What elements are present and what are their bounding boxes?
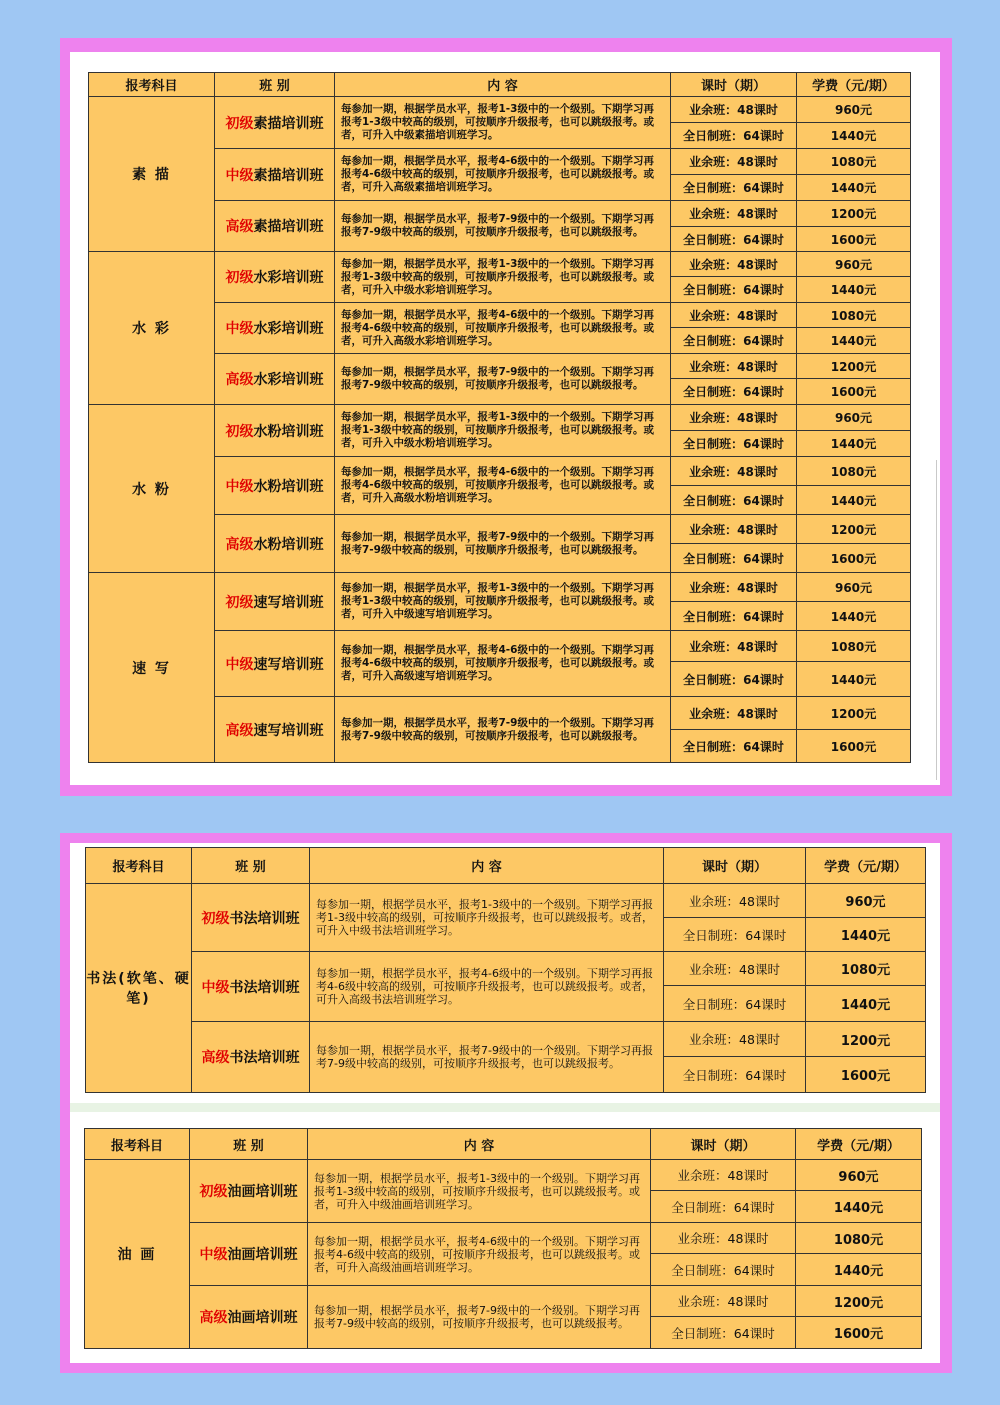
class-level: 高级 [225, 372, 254, 388]
full-time-fee: 1440元 [797, 662, 911, 697]
class-name: 书法培训班 [229, 979, 300, 996]
class-level: 初级 [225, 594, 254, 611]
spare-time-hours: 业余班：48课时 [671, 149, 797, 175]
spare-time-hours: 业余班：48课时 [671, 697, 797, 730]
table-row [85, 1286, 922, 1317]
class-name-cell [215, 303, 335, 354]
table-row [86, 884, 926, 918]
class-name-cell [215, 573, 335, 631]
spare-time-fee: 1200元 [797, 354, 911, 379]
course-description: 每参加一期，根据学员水平，报考7-9级中的一个级别。下期学习再报考7-9级中较高的级别，可按顺序升级报考，也可以跳级报考。 [310, 1022, 664, 1093]
header-row [85, 1129, 922, 1160]
spare-time-hours: 业余班：48课时 [671, 573, 797, 602]
spare-time-hours: 业余班：48课时 [671, 405, 797, 431]
header-fee: 学费（元/期） [806, 848, 926, 884]
class-name: 书法培训班 [229, 1050, 300, 1066]
table-row [89, 573, 911, 602]
course-description: 每参加一期，根据学员水平，报考1-3级中的一个级别。下期学习再报考1-3级中较高的级别，可按顺序升级报考，也可以跳级报考。或者，可升入中级油画培训班学习。 [308, 1160, 651, 1223]
full-time-hours: 全日制班：64课时 [671, 227, 797, 252]
header-class: 班 别 [190, 1129, 308, 1160]
spare-time-fee: 1200元 [797, 515, 911, 544]
spare-time-fee: 1080元 [797, 149, 911, 175]
class-level: 高级 [199, 1310, 228, 1326]
class-name-cell [215, 97, 335, 149]
table-row [89, 97, 911, 123]
course-description: 每参加一期，根据学员水平，报考1-3级中的一个级别。下期学习再报考1-3级中较高的级别，可按顺序升级报考，也可以跳级报考。或者，可升入中级速写培训班学习。 [335, 573, 671, 631]
subject-label: 水 粉 [132, 481, 171, 498]
course-description: 每参加一期，根据学员水平，报考7-9级中的一个级别。下期学习再报考7-9级中较高的级别，可按顺序升级报考，也可以跳级报考。 [335, 354, 671, 405]
spare-time-hours: 业余班：48课时 [671, 201, 797, 227]
subject-cell [85, 1160, 190, 1349]
full-time-fee: 1440元 [796, 1254, 922, 1286]
full-time-hours: 全日制班：64课时 [671, 730, 797, 763]
spare-time-hours: 业余班：48课时 [671, 515, 797, 544]
full-time-hours: 全日制班：64课时 [671, 431, 797, 457]
subject-label: 素 描 [132, 167, 171, 183]
class-name-cell [190, 1223, 308, 1286]
course-description: 每参加一期，根据学员水平，报考1-3级中的一个级别。下期学习再报考1-3级中较高的级别，可按顺序升级报考，也可以跳级报考。或者，可升入中级书法培训班学习。 [310, 884, 664, 952]
spare-time-fee: 1200元 [806, 1022, 926, 1057]
full-time-fee: 1440元 [797, 277, 911, 303]
table-row [86, 952, 926, 986]
class-name: 水彩培训班 [253, 270, 324, 286]
full-time-fee: 1440元 [797, 602, 911, 631]
class-name-cell [215, 457, 335, 515]
spare-time-hours: 业余班：48课时 [671, 457, 797, 486]
header-row [86, 848, 926, 884]
table-row [89, 252, 911, 277]
full-time-fee: 1440元 [797, 486, 911, 515]
class-name-cell [192, 952, 310, 1022]
fee-table-drawing [88, 72, 911, 763]
full-time-hours: 全日制班：64课时 [651, 1317, 796, 1349]
course-description: 每参加一期，根据学员水平，报考4-6级中的一个级别。下期学习再报考4-6级中较高的级别，可按顺序升级报考，也可以跳级报考。或者，可升入高级速写培训班学习。 [335, 631, 671, 697]
spare-time-fee: 960元 [797, 405, 911, 431]
course-description: 每参加一期，根据学员水平，报考7-9级中的一个级别。下期学习再报考7-9级中较高的级别，可按顺序升级报考，也可以跳级报考。 [335, 697, 671, 763]
class-name-cell [215, 354, 335, 405]
class-name-cell [215, 515, 335, 573]
header-subject: 报考科目 [85, 1129, 190, 1160]
header-row [89, 73, 911, 97]
full-time-hours: 全日制班：64课时 [651, 1254, 796, 1286]
course-description: 每参加一期，根据学员水平，报考1-3级中的一个级别。下期学习再报考1-3级中较高的级别，可按顺序升级报考，也可以跳级报考。或者，可升入中级素描培训班学习。 [335, 97, 671, 149]
class-level: 初级 [225, 270, 254, 286]
class-name: 素描培训班 [253, 115, 324, 132]
header-fee: 学费（元/期） [797, 73, 911, 97]
course-description: 每参加一期，根据学员水平，报考1-3级中的一个级别。下期学习再报考1-3级中较高的级别，可按顺序升级报考，也可以跳级报考。或者，可升入中级水粉培训班学习。 [335, 405, 671, 457]
class-name-cell [215, 252, 335, 303]
spare-time-fee: 960元 [797, 573, 911, 602]
full-time-hours: 全日制班：64课时 [671, 123, 797, 149]
spare-time-fee: 960元 [806, 884, 926, 918]
full-time-fee: 1440元 [806, 918, 926, 952]
spare-time-hours: 业余班：48课时 [671, 631, 797, 662]
class-name-cell [215, 631, 335, 697]
header-subject: 报考科目 [86, 848, 192, 884]
course-description: 每参加一期，根据学员水平，报考4-6级中的一个级别。下期学习再报考4-6级中较高的级别，可按顺序升级报考，也可以跳级报考。或者，可升入高级素描培训班学习。 [335, 149, 671, 201]
spare-time-fee: 1200元 [797, 697, 911, 730]
header-class: 班 别 [215, 73, 335, 97]
class-level: 高级 [225, 219, 254, 235]
header-fee: 学费（元/期） [796, 1129, 922, 1160]
subject-cell [86, 884, 192, 1093]
spare-time-hours: 业余班：48课时 [651, 1160, 796, 1191]
class-level: 初级 [225, 423, 254, 440]
spare-time-fee: 960元 [797, 252, 911, 277]
full-time-fee: 1600元 [797, 379, 911, 405]
header-hours: 课时（期） [664, 848, 806, 884]
table-row [89, 405, 911, 431]
subject-cell [89, 97, 215, 252]
class-name-cell [190, 1160, 308, 1223]
spare-time-hours: 业余班：48课时 [664, 1022, 806, 1057]
class-name: 书法培训班 [229, 910, 300, 927]
spare-time-hours: 业余班：48课时 [664, 952, 806, 986]
class-level: 高级 [225, 536, 254, 553]
class-name: 速写培训班 [253, 656, 324, 673]
full-time-fee: 1600元 [806, 1057, 926, 1093]
full-time-hours: 全日制班：64课时 [664, 918, 806, 952]
header-hours: 课时（期） [671, 73, 797, 97]
course-description: 每参加一期，根据学员水平，报考4-6级中的一个级别。下期学习再报考4-6级中较高的级别，可按顺序升级报考，也可以跳级报考。或者，可升入高级书法培训班学习。 [310, 952, 664, 1022]
full-time-hours: 全日制班：64课时 [671, 662, 797, 697]
course-description: 每参加一期，根据学员水平，报考7-9级中的一个级别。下期学习再报考7-9级中较高的级别，可按顺序升级报考，也可以跳级报考。 [335, 201, 671, 252]
full-time-fee: 1600元 [797, 227, 911, 252]
spare-time-fee: 960元 [796, 1160, 922, 1191]
full-time-fee: 1440元 [797, 328, 911, 354]
full-time-fee: 1600元 [796, 1317, 922, 1349]
class-level: 初级 [201, 910, 230, 927]
header-hours: 课时（期） [651, 1129, 796, 1160]
full-time-fee: 1600元 [797, 544, 911, 573]
class-name: 速写培训班 [253, 594, 324, 611]
full-time-fee: 1440元 [797, 175, 911, 201]
course-description: 每参加一期，根据学员水平，报考4-6级中的一个级别。下期学习再报考4-6级中较高的级别，可按顺序升级报考，也可以跳级报考。或者，可升入高级油画培训班学习。 [308, 1223, 651, 1286]
full-time-hours: 全日制班：64课时 [651, 1191, 796, 1223]
subject-label: 速 写 [132, 660, 171, 677]
full-time-hours: 全日制班：64课时 [671, 602, 797, 631]
class-name-cell [215, 697, 335, 763]
spare-time-hours: 业余班：48课时 [651, 1223, 796, 1254]
class-level: 初级 [199, 1184, 228, 1200]
class-name-cell [215, 149, 335, 201]
fee-table-calligraphy [85, 847, 926, 1093]
spare-time-fee: 1080元 [797, 457, 911, 486]
full-time-hours: 全日制班：64课时 [671, 486, 797, 515]
class-name-cell [192, 1022, 310, 1093]
class-level: 高级 [201, 1050, 230, 1066]
table-row [85, 1223, 922, 1254]
full-time-fee: 1440元 [806, 986, 926, 1022]
page-gap-band [70, 1103, 940, 1112]
table-row [85, 1160, 922, 1191]
spare-time-hours: 业余班：48课时 [671, 97, 797, 123]
full-time-hours: 全日制班：64课时 [671, 277, 797, 303]
subject-label: 水 彩 [132, 321, 171, 337]
full-time-hours: 全日制班：64课时 [664, 1057, 806, 1093]
full-time-hours: 全日制班：64课时 [671, 328, 797, 354]
full-time-hours: 全日制班：64课时 [664, 986, 806, 1022]
class-name: 水彩培训班 [253, 321, 324, 337]
class-name-cell [190, 1286, 308, 1349]
class-name: 油画培训班 [227, 1247, 298, 1263]
table-row [86, 1022, 926, 1057]
top-scroll-line [936, 460, 937, 780]
spare-time-fee: 1080元 [796, 1223, 922, 1254]
class-name: 速写培训班 [253, 722, 324, 739]
class-name: 水彩培训班 [253, 372, 324, 388]
full-time-fee: 1440元 [797, 123, 911, 149]
full-time-fee: 1440元 [797, 431, 911, 457]
class-name: 素描培训班 [253, 219, 324, 235]
subject-label: 油 画 [117, 1247, 157, 1263]
full-time-fee: 1600元 [797, 730, 911, 763]
full-time-hours: 全日制班：64课时 [671, 544, 797, 573]
spare-time-hours: 业余班：48课时 [664, 884, 806, 918]
course-description: 每参加一期，根据学员水平，报考4-6级中的一个级别。下期学习再报考4-6级中较高的级别，可按顺序升级报考，也可以跳级报考。或者，可升入高级水彩培训班学习。 [335, 303, 671, 354]
spare-time-hours: 业余班：48课时 [671, 354, 797, 379]
subject-cell [89, 252, 215, 405]
class-level: 中级 [201, 979, 230, 996]
spare-time-fee: 960元 [797, 97, 911, 123]
full-time-fee: 1440元 [796, 1191, 922, 1223]
spare-time-fee: 1080元 [797, 631, 911, 662]
spare-time-fee: 1200元 [796, 1286, 922, 1317]
subject-cell [89, 405, 215, 573]
class-level: 中级 [225, 656, 254, 673]
class-name-cell [215, 405, 335, 457]
class-name: 水粉培训班 [253, 536, 324, 553]
class-name: 水粉培训班 [253, 423, 324, 440]
fee-table-oil-painting [84, 1128, 922, 1349]
spare-time-hours: 业余班：48课时 [651, 1286, 796, 1317]
class-name: 油画培训班 [227, 1184, 298, 1200]
subject-cell [89, 573, 215, 763]
class-level: 中级 [199, 1247, 228, 1263]
header-content: 内 容 [310, 848, 664, 884]
class-level: 中级 [225, 478, 254, 495]
subject-label: 书法(软笔、硬笔) [86, 971, 191, 1007]
class-level: 中级 [225, 321, 254, 337]
header-class: 班 别 [192, 848, 310, 884]
class-name-cell [215, 201, 335, 252]
spare-time-fee: 1080元 [797, 303, 911, 328]
header-subject: 报考科目 [89, 73, 215, 97]
class-level: 高级 [225, 722, 254, 739]
course-description: 每参加一期，根据学员水平，报考7-9级中的一个级别。下期学习再报考7-9级中较高的级别，可按顺序升级报考，也可以跳级报考。 [308, 1286, 651, 1349]
class-name-cell [192, 884, 310, 952]
spare-time-fee: 1200元 [797, 201, 911, 227]
spare-time-hours: 业余班：48课时 [671, 252, 797, 277]
full-time-hours: 全日制班：64课时 [671, 379, 797, 405]
class-name: 素描培训班 [253, 167, 324, 184]
class-name: 水粉培训班 [253, 478, 324, 495]
header-content: 内 容 [335, 73, 671, 97]
spare-time-fee: 1080元 [806, 952, 926, 986]
header-content: 内 容 [308, 1129, 651, 1160]
spare-time-hours: 业余班：48课时 [671, 303, 797, 328]
class-name: 油画培训班 [227, 1310, 298, 1326]
full-time-hours: 全日制班：64课时 [671, 175, 797, 201]
course-description: 每参加一期，根据学员水平，报考7-9级中的一个级别。下期学习再报考7-9级中较高的级别，可按顺序升级报考，也可以跳级报考。 [335, 515, 671, 573]
course-description: 每参加一期，根据学员水平，报考1-3级中的一个级别。下期学习再报考1-3级中较高的级别，可按顺序升级报考，也可以跳级报考。或者，可升入中级水彩培训班学习。 [335, 252, 671, 303]
course-description: 每参加一期，根据学员水平，报考4-6级中的一个级别。下期学习再报考4-6级中较高的级别，可按顺序升级报考，也可以跳级报考。或者，可升入高级水粉培训班学习。 [335, 457, 671, 515]
class-level: 中级 [225, 167, 254, 184]
class-level: 初级 [225, 115, 254, 132]
